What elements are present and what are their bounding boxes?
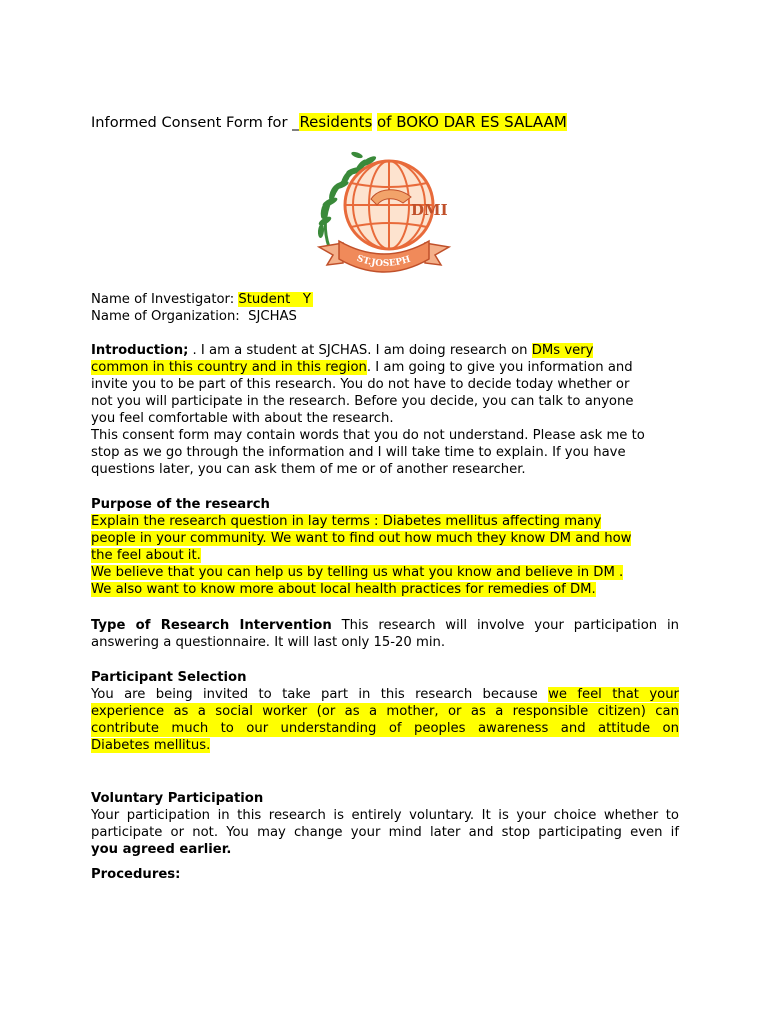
investigator-line bbox=[91, 291, 679, 308]
organization-label: Name of Organization: bbox=[91, 309, 249, 324]
voluntary-section: Voluntary Participation Your participation in this research is entirely voluntary. It is your choice whether to participate or not. You may change your mind later and stop participating even if you agreed earlier. bbox=[91, 791, 679, 857]
purpose-heading: Purpose of the research bbox=[91, 497, 270, 512]
intervention-section: Type of Research Intervention This research will involve your participation in answering a questionnaire. It will last only 15-20 min. bbox=[91, 618, 680, 650]
introduction-heading: Introduction; bbox=[91, 343, 189, 358]
procedures-heading: Procedures: bbox=[91, 867, 181, 882]
intervention-heading: Type of Research Intervention bbox=[91, 618, 332, 633]
introduction-highlight-1: DMs very bbox=[531, 343, 594, 358]
procedures-section bbox=[91, 866, 679, 883]
logo-text: DMI bbox=[411, 201, 448, 219]
logo-banner-text: ST.JOSEPH bbox=[355, 253, 412, 270]
organization-line bbox=[91, 308, 679, 325]
introduction-section: Introduction; . I am a student at SJCHAS. I am doing research on DMs very common in this country and in this region. I am going to give you information and invite you to be part of this research. You do not have to decide today whether or not you will participate in the research. Before you decide, you can talk to anyone you feel comfortable with about the research. This consent form may contain words that you do not understand. Please ask me to stop as we go through the information and I will take time to explain. If you have questions later, you can ask them of me or of another researcher. bbox=[91, 343, 645, 477]
investigator-value: Student Y bbox=[238, 292, 311, 307]
purpose-section: Purpose of the research Explain the research question in lay terms : Diabetes mellitus affecting many people in your community. We want to find out how much they know DM and how the feel about it. We believe that you can help us by telling us what you know and believe in DM . We also want to know more about local health practices for remedies of DM. bbox=[91, 496, 679, 598]
selection-section: Participant Selection You are being invited to take part in this research because we feel that your experience as a social worker (or as a mother, or as a responsible citizen) can contribute much to our understanding of peoples awareness and attitude on Diabetes mellitus. bbox=[91, 670, 679, 753]
organization-value: SJCHAS bbox=[248, 309, 297, 324]
title-prefix: Informed Consent Form for _ bbox=[91, 114, 300, 131]
form-title bbox=[91, 113, 567, 132]
introduction-highlight-2: common in this country and in this region bbox=[91, 360, 367, 375]
voluntary-heading: Voluntary Participation bbox=[91, 791, 264, 806]
selection-heading: Participant Selection bbox=[91, 670, 247, 685]
title-residents: Residents bbox=[299, 113, 373, 131]
title-place: of BOKO DAR ES SALAAM bbox=[377, 113, 567, 131]
dmi-logo bbox=[299, 147, 469, 275]
investigator-label: Name of Investigator: bbox=[91, 292, 239, 307]
